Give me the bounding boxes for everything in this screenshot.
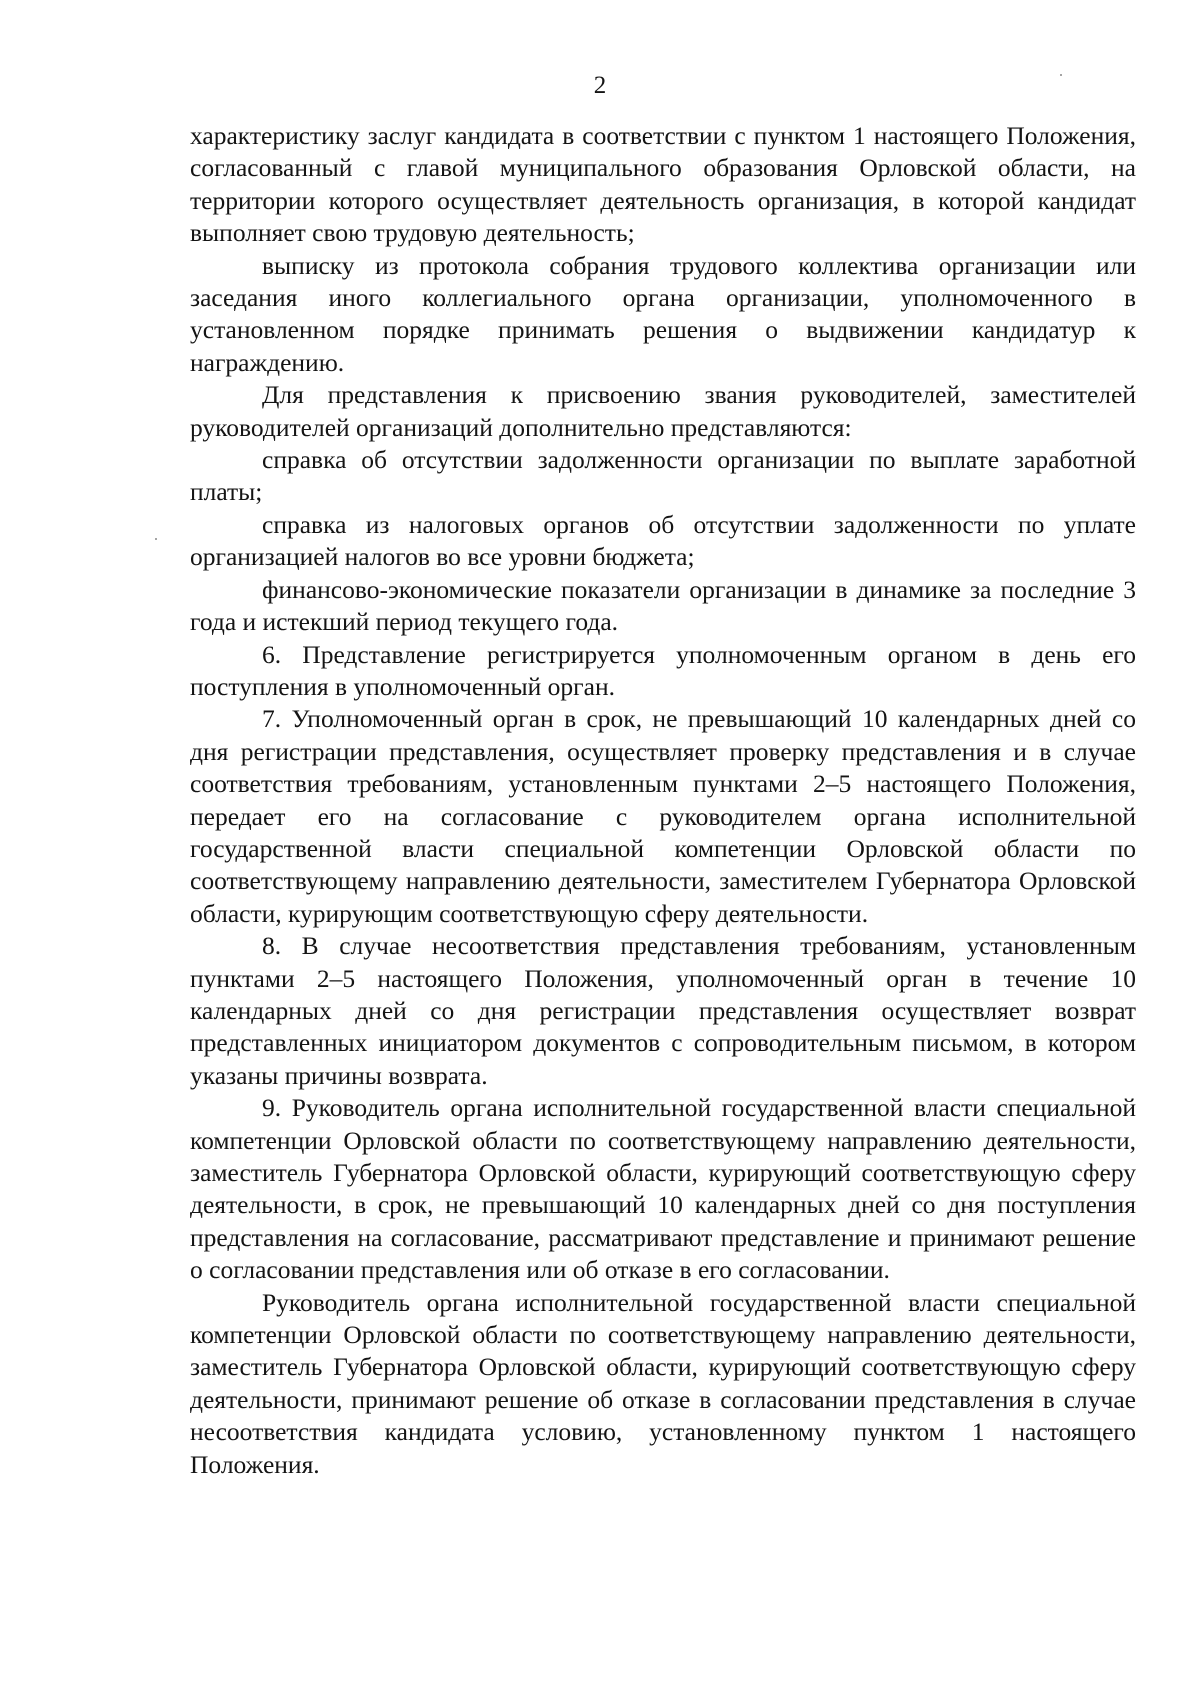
paragraph: справка из налоговых органов об отсутствии задолженности по уплате организацией налогов во все уровни бюджета; xyxy=(190,509,1136,572)
document-body xyxy=(190,120,1136,1481)
paragraph: Руководитель органа исполнительной государственной власти специальной компетенции Орловской области по соответствующему направлению деятельности, заместитель Губернатора Орловской области, курирующий соответствующую сферу деятельности, принимают решение об отказе в согласовании представления в случае несоответствия кандидата условию, установленному пунктом 1 настоящего Положения. xyxy=(190,1287,1136,1479)
paragraph: выписку из протокола собрания трудового коллектива организации или заседания иного коллегиального органа организации, уполномоченного в установленном порядке принимать решения о выдвижении кандидатур к награждению. xyxy=(190,250,1136,377)
paragraph: справка об отсутствии задолженности организации по выплате заработной платы; xyxy=(190,445,1136,507)
paragraph: 9. Руководитель органа исполнительной государственной власти специальной компетенции Орловской области по соответствующему направлению деятельности, заместитель Губернатора Орловской области, курирующий соответствующую сферу деятельности, в срок, не превышающий 10 календарных дней со дня поступления представления на согласование, рассматривают представление и принимают решение о согласовании представления или об отказе в его согласовании. xyxy=(190,1093,1136,1285)
scan-speck xyxy=(155,538,157,540)
page-number: 2 xyxy=(593,72,607,99)
paragraph: Для представления к присвоению звания руководителей, заместителей руководителей организаций дополнительно представляются: xyxy=(190,380,1136,442)
paragraph: 7. Уполномоченный орган в срок, не превышающий 10 календарных дней со дня регистрации представления, осуществляет проверку представления и в случае соответствия требованиям, установленным пунктами 2–5 настоящего Положения, передает его на согласование с руководителем органа исполнительной государственной власти специальной компетенции Орловской области по соответствующему направлению деятельности, заместителем Губернатора Орловской области, курирующим соответствующую сферу деятельности. xyxy=(190,704,1136,928)
scan-speck xyxy=(1060,74,1062,76)
paragraph: характеристику заслуг кандидата в соответствии с пунктом 1 настоящего Положения, согласованный с главой муниципального образования Орловской области, на территории которого осуществляет деятельность организация, в которой кандидат выполняет свою трудовую деятельность; xyxy=(190,121,1136,248)
paragraph: 6. Представление регистрируется уполномоченным органом в день его поступления в уполномоченный орган. xyxy=(190,639,1136,701)
paragraph: финансово-экономические показатели организации в динамике за последние 3 года и истекший период текущего года. xyxy=(190,574,1136,637)
paragraph: 8. В случае несоответствия представления требованиям, установленным пунктами 2–5 настоящего Положения, уполномоченный орган в течение 10 календарных дней со дня регистрации представления осуществляет возврат представленных инициатором документов с сопроводительным письмом, в котором указаны причины возврата. xyxy=(190,931,1136,1090)
